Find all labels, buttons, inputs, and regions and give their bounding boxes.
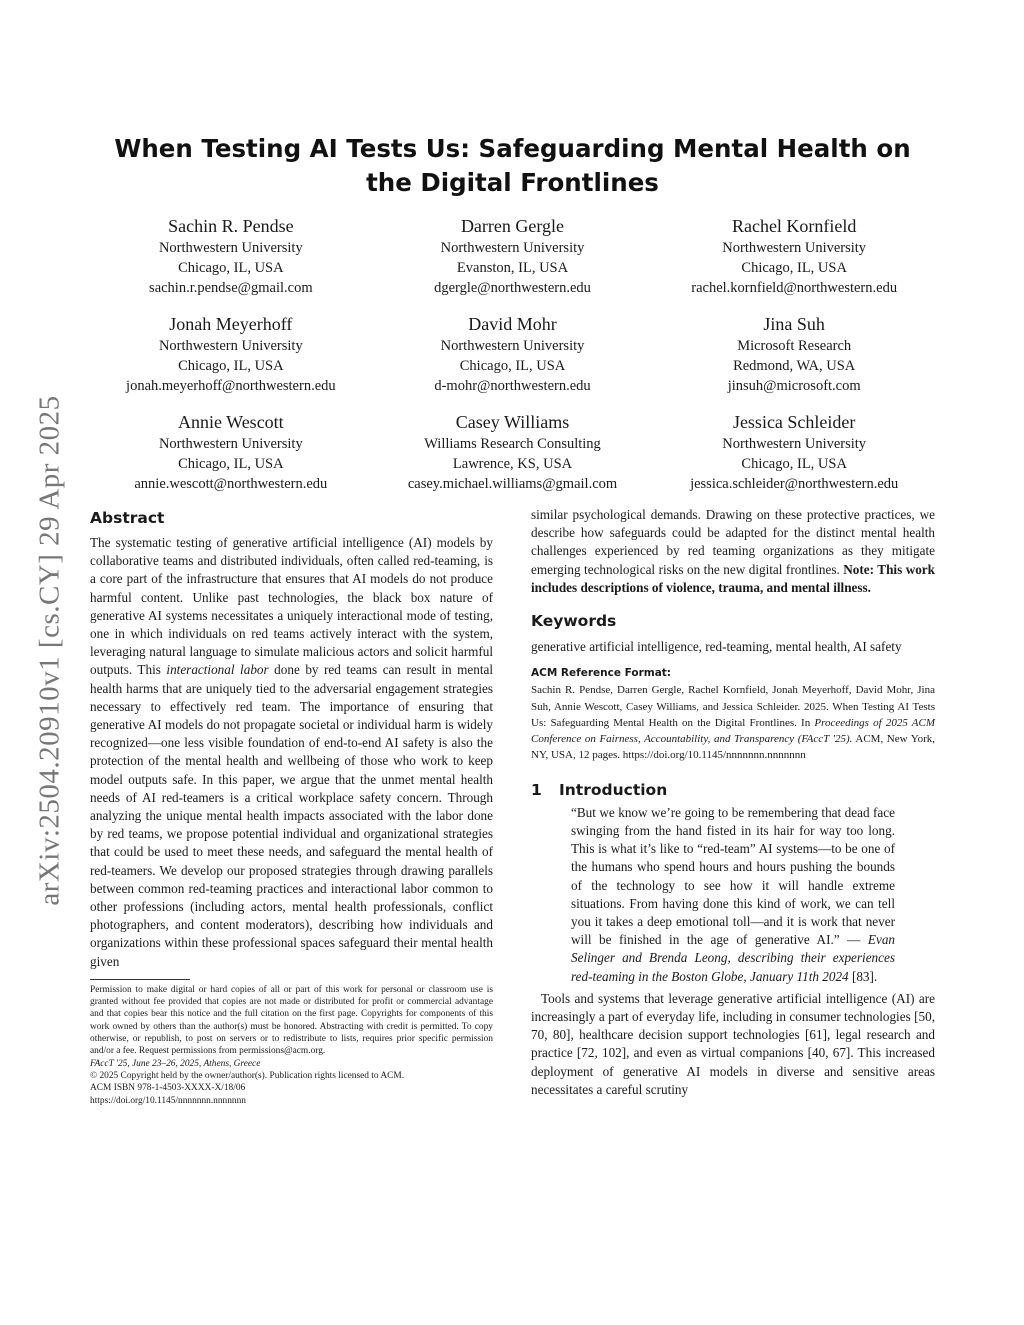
footnote-divider <box>90 979 190 980</box>
author-affiliation: Northwestern University <box>440 338 585 354</box>
author-entry <box>653 312 935 410</box>
author-name: David Mohr <box>468 314 557 334</box>
abstract-heading: Abstract <box>90 509 165 527</box>
author-name: Jina Suh <box>763 314 825 334</box>
author-name: Casey Williams <box>455 412 570 432</box>
author-email[interactable]: casey.michael.williams@gmail.com <box>407 476 618 492</box>
author-name: Jessica Schleider <box>732 412 856 432</box>
author-affiliation: Williams Research Consulting <box>424 436 601 452</box>
author-entry <box>90 312 372 410</box>
author-affiliation: Northwestern University <box>440 240 585 256</box>
author-entry <box>90 410 372 508</box>
arxiv-sidebar <box>33 350 67 950</box>
author-email[interactable]: jonah.meyerhoff@northwestern.edu <box>126 378 336 394</box>
author-name: Annie Wescott <box>177 412 284 432</box>
author-row <box>90 214 935 312</box>
author-location: Chicago, IL, USA <box>178 358 284 374</box>
author-row <box>90 312 935 410</box>
isbn-line: ACM ISBN 978-1-4503-XXXX-X/18/06 <box>90 1083 246 1094</box>
right-column <box>531 506 935 1099</box>
author-name: Jonah Meyerhoff <box>169 314 293 334</box>
epigraph-quote: “But we know we’re going to be remembering that dead face swinging from the hand fisted in its hair for way too long. This is what it’s like to “red-team” AI systems—to be one of the humans who spend hours and hours pushing the bounds of the technology to see how it will handle extreme situations. From having done this kind of work, we can tell you it takes a deep emotional toll—and it is work that never will be finished in the age of generative AI.” — Evan Selinger and Brenda Leong, describing their experiences red-teaming in the Boston Globe, January 11th 2024 [83]. <box>571 804 896 984</box>
section-number: 1 <box>531 780 542 799</box>
introduction-heading <box>531 780 935 800</box>
author-email[interactable]: jinsuh@microsoft.com <box>727 378 861 394</box>
author-location: Chicago, IL, USA <box>459 358 566 374</box>
quote-citation[interactable]: [83]. <box>851 968 878 984</box>
author-location: Redmond, WA, USA <box>733 358 856 374</box>
author-name: Sachin R. Pendse <box>168 216 294 236</box>
copyright-footnote <box>90 984 493 1107</box>
abstract-continued: similar psychological demands. Drawing on these protective practices, we describe how safeguards could be adapted for the distinct mental health challenges experienced by red teaming organizations as they mitigate emerging technological risks on the new digital frontlines. Note: This work includes descriptions of violence, trauma, and mental illness. <box>531 507 935 595</box>
keywords-heading: Keywords <box>531 612 617 631</box>
author-affiliation: Northwestern University <box>158 240 303 256</box>
author-location: Chicago, IL, USA <box>741 260 847 276</box>
author-affiliation: Northwestern University <box>158 338 303 354</box>
author-block <box>90 214 935 508</box>
author-entry <box>372 410 654 508</box>
abstract-text: The systematic testing of generative artificial intelligence (AI) models by collaborative teams and distributed individuals, often called red-teaming, is a core part of the infrastructure that ensures that AI models do not produce harmful content. Unlike past technologies, the black box nature of generative AI systems necessitates a uniquely interactional mode of testing, one in which individuals on red teams actively interact with the system, leveraging natural language to simulate malicious actors and solicit harmful outputs. This interactional labor done by red teams can result in mental health harms that are uniquely tied to the adversarial engagement strategies necessary to effectively red team. The importance of ensuring that generative AI models do not propagate societal or individual harm is widely recognized—one less visible foundation of end-to-end AI safety is also the protection of the mental health and wellbeing of those who work to keep model outputs safe. In this paper, we argue that the unmet mental health needs of AI red-teamers is a critical workplace safety concern. Through analyzing the unique mental health impacts associated with the labor done by red teams, we propose potential individual and organizational strategies that could be used to meet these needs, and safeguard the mental health of red-teamers. We develop our proposed strategies through drawing parallels between common red-teaming practices and interactional labor common to other professions (including actors, mental health professionals, conflict photographers, and content moderators), describing how individuals and organizations within these professional spaces safeguard their mental health given <box>90 535 494 969</box>
author-email[interactable]: rachel.kornfield@northwestern.edu <box>691 280 898 296</box>
copyright-line: © 2025 Copyright held by the owner/author(s). Publication rights licensed to ACM. <box>90 1070 405 1081</box>
author-entry <box>653 410 935 508</box>
author-email[interactable]: sachin.r.pendse@gmail.com <box>149 280 313 296</box>
author-location: Chicago, IL, USA <box>741 456 847 472</box>
author-name: Rachel Kornfield <box>731 216 857 236</box>
author-affiliation: Northwestern University <box>158 436 303 452</box>
doi-link[interactable]: https://doi.org/10.1145/nnnnnnn.nnnnnnn <box>90 1095 246 1106</box>
paper-title: When Testing AI Tests Us: Safeguarding Mental Health on the Digital Frontlines <box>114 134 911 197</box>
author-location: Lawrence, KS, USA <box>452 456 573 472</box>
author-entry <box>372 312 654 410</box>
author-row <box>90 410 935 508</box>
content-warning-note: Note: This work includes descriptions of violence, trauma, and mental illness. <box>531 561 935 595</box>
left-column <box>90 506 493 1107</box>
author-email[interactable]: d-mohr@northwestern.edu <box>434 378 591 394</box>
author-entry <box>653 214 935 312</box>
author-affiliation: Northwestern University <box>722 436 867 452</box>
quote-attribution: Evan Selinger and Brenda Leong, describing their experiences red-teaming in the Boston Globe, January 11th 2024 <box>571 932 896 984</box>
abstract-emphasis: interactional labor <box>166 662 269 678</box>
author-entry <box>372 214 654 312</box>
author-email[interactable]: jessica.schleider@northwestern.edu <box>690 476 899 492</box>
permission-notice: Permission to make digital or hard copies of all or part of this work for personal or classroom use is granted without fee provided that copies are not made or distributed for profit or commercial advantage and that copies bear this notice and the full citation on the first page. Copyrights for components of this work owned by others than the author(s) must be honored. Abstracting with credit is permitted. To copy otherwise, or republish, to post on servers or to redistribute to lists, requires prior specific permission and/or a fee. Request permissions from permissions@acm.org. <box>90 984 493 1057</box>
conference-info: FAccT '25, June 23–26, 2025, Athens, Greece <box>90 1058 261 1069</box>
author-location: Chicago, IL, USA <box>178 456 284 472</box>
author-entry <box>90 214 372 312</box>
author-email[interactable]: dgergle@northwestern.edu <box>434 280 591 296</box>
keywords-text: generative artificial intelligence, red-teaming, mental health, AI safety <box>531 639 902 655</box>
author-affiliation: Northwestern University <box>722 240 867 256</box>
author-location: Evanston, IL, USA <box>456 260 569 276</box>
reference-format-text: Sachin R. Pendse, Darren Gergle, Rachel Kornfield, Jonah Meyerhoff, David Mohr, Jina Suh, Annie Wescott, Casey Williams, and Jessica Schleider. 2025. When Testing AI Tests Us: Safeguarding Mental Health on the Digital Frontlines. In Proceedings of 2025 ACM Conference on Fairness, Accountability, and Transparency (FAccT '25). ACM, New York, NY, USA, 12 pages. https://doi.org/10.1145/nnnnnnn.nnnnnnn <box>531 684 936 762</box>
introduction-paragraph: Tools and systems that leverage generative artificial intelligence (AI) are increasingly a part of everyday life, including in consumer technologies [50, 70, 80], healthcare decision support technologies [61], legal research and practice [72, 102], and even as virtual companions [40, 67]. This increased deployment of generative AI models in diverse and sensitive areas necessitates a careful scrutiny <box>531 990 935 1097</box>
author-name: Darren Gergle <box>460 216 565 236</box>
section-title: Introduction <box>559 780 668 799</box>
arxiv-identifier: arXiv:2504.20910v1 [cs.CY] 29 Apr 2025 <box>33 394 66 906</box>
author-email[interactable]: annie.wescott@northwestern.edu <box>134 476 328 492</box>
author-affiliation: Microsoft Research <box>737 338 852 354</box>
author-location: Chicago, IL, USA <box>178 260 284 276</box>
reference-format-heading: ACM Reference Format: <box>531 667 671 680</box>
